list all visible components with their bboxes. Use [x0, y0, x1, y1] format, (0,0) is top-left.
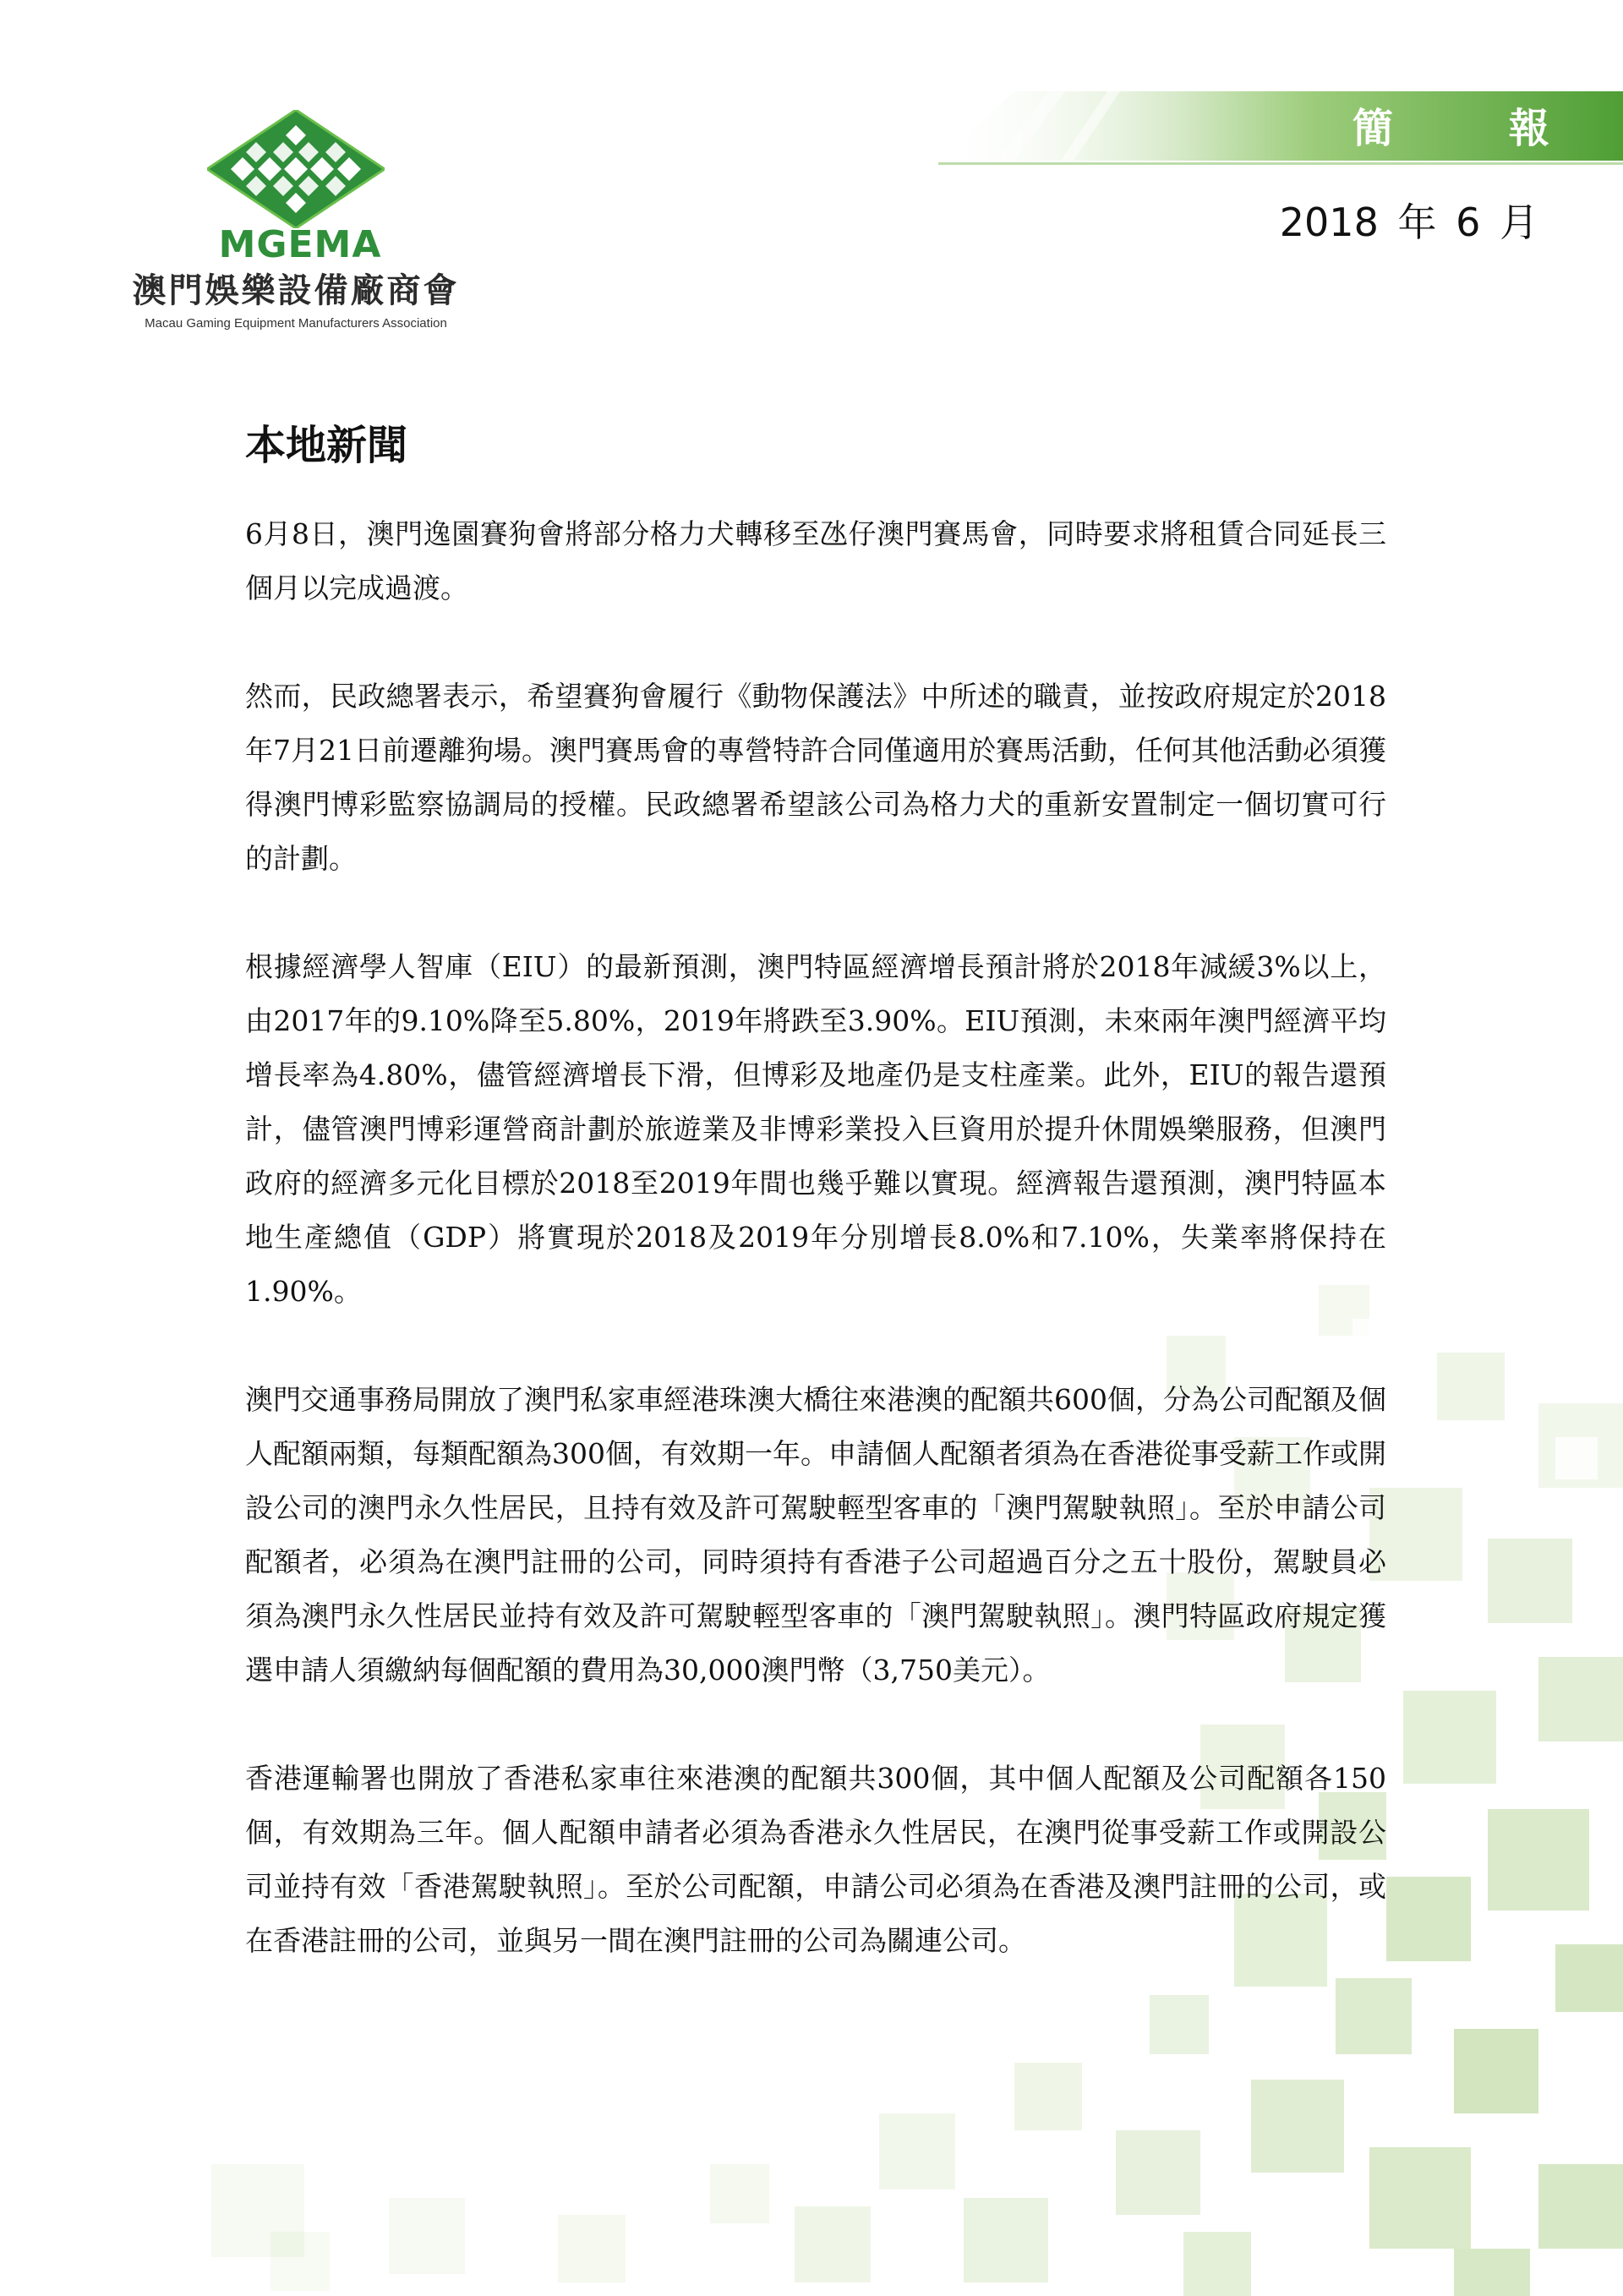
news-paragraph: 香港運輸署也開放了香港私家車往來港澳的配額共300個，其中個人配額及公司配額各150個，有效期為三年。個人配額申請者必須為香港永久性居民，在澳門從事受薪工作或開設公司並持有效「香港駕駛執照」。至於公司配額，申請公司必須為在香港及澳門註冊的公司，或在香港註冊的公司，並與另一間在澳門註冊的公司為關連公司。 [245, 1762, 1386, 1957]
news-paragraph: 6月8日，澳門逸園賽狗會將部分格力犬轉移至氹仔澳門賽馬會，同時要求將租賃合同延長三個月以完成過渡。 [245, 517, 1386, 604]
date-year-unit: 年 [1397, 200, 1437, 245]
logo-name-chinese: 澳門娛樂設備廠商會 [132, 271, 460, 310]
news-paragraph: 根據經濟學人智庫（EIU）的最新預測，澳門特區經濟增長預計將於2018年減緩3%以上，由2017年的9.10%降至5.80%，2019年將跌至3.90%。EIU預測，未來兩年澳門經濟平均增長率為4.80%，儘管經濟增長下滑，但博彩及地產仍是支柱產業。此外，EIU的報告還預計，儘管澳門博彩運營商計劃於旅遊業及非博彩業投入巨資用於提升休閒娛樂服務，但澳門政府的經濟多元化目標於2018至2019年間也幾乎難以實現。經濟報告還預測，澳門特區本地生產總值（GDP）將實現於2018及2019年分別增長8.0%和7.10%，失業率將保持在1.90%。 [245, 950, 1386, 1308]
logo-name-english: Macau Gaming Equipment Manufacturers Association [145, 316, 447, 331]
association-logo [110, 106, 482, 342]
date-month: 6 [1456, 200, 1481, 245]
date-year: 2018 [1279, 200, 1379, 245]
diamond-lattice-icon [207, 110, 385, 228]
logo-acronym: MGEMA [218, 223, 382, 266]
news-article-body [245, 507, 1386, 1968]
date-month-unit: 月 [1500, 200, 1538, 245]
news-paragraph: 然而，民政總署表示，希望賽狗會履行《動物保護法》中所述的職責，並按政府規定於2018年7月21日前遷離狗場。澳門賽馬會的專營特許合同僅適用於賽馬活動，任何其他活動必須獲得澳門博彩監察協調局的授權。民政總署希望該公司為格力犬的重新安置制定一個切實可行的計劃。 [245, 680, 1386, 875]
news-paragraph: 澳門交通事務局開放了澳門私家車經港珠澳大橋往來港澳的配額共600個，分為公司配額及個人配額兩類，每類配額為300個，有效期一年。申請個人配額者須為在香港從事受薪工作或開設公司的澳門永久性居民，且持有效及許可駕駛輕型客車的「澳門駕駛執照」。至於申請公司配額者，必須為在澳門註冊的公司，同時須持有香港子公司超過百分之五十股份，駕駛員必須為澳門永久性居民並持有效及許可駕駛輕型客車的「澳門駕駛執照」。澳門特區政府規定獲選申請人須繳納每個配額的費用為30,000澳門幣（3,750美元）。 [245, 1383, 1386, 1686]
section-heading: 本地新聞 [245, 422, 408, 469]
issue-date [1273, 193, 1538, 252]
document-type-label: 簡 報 [1352, 105, 1600, 152]
